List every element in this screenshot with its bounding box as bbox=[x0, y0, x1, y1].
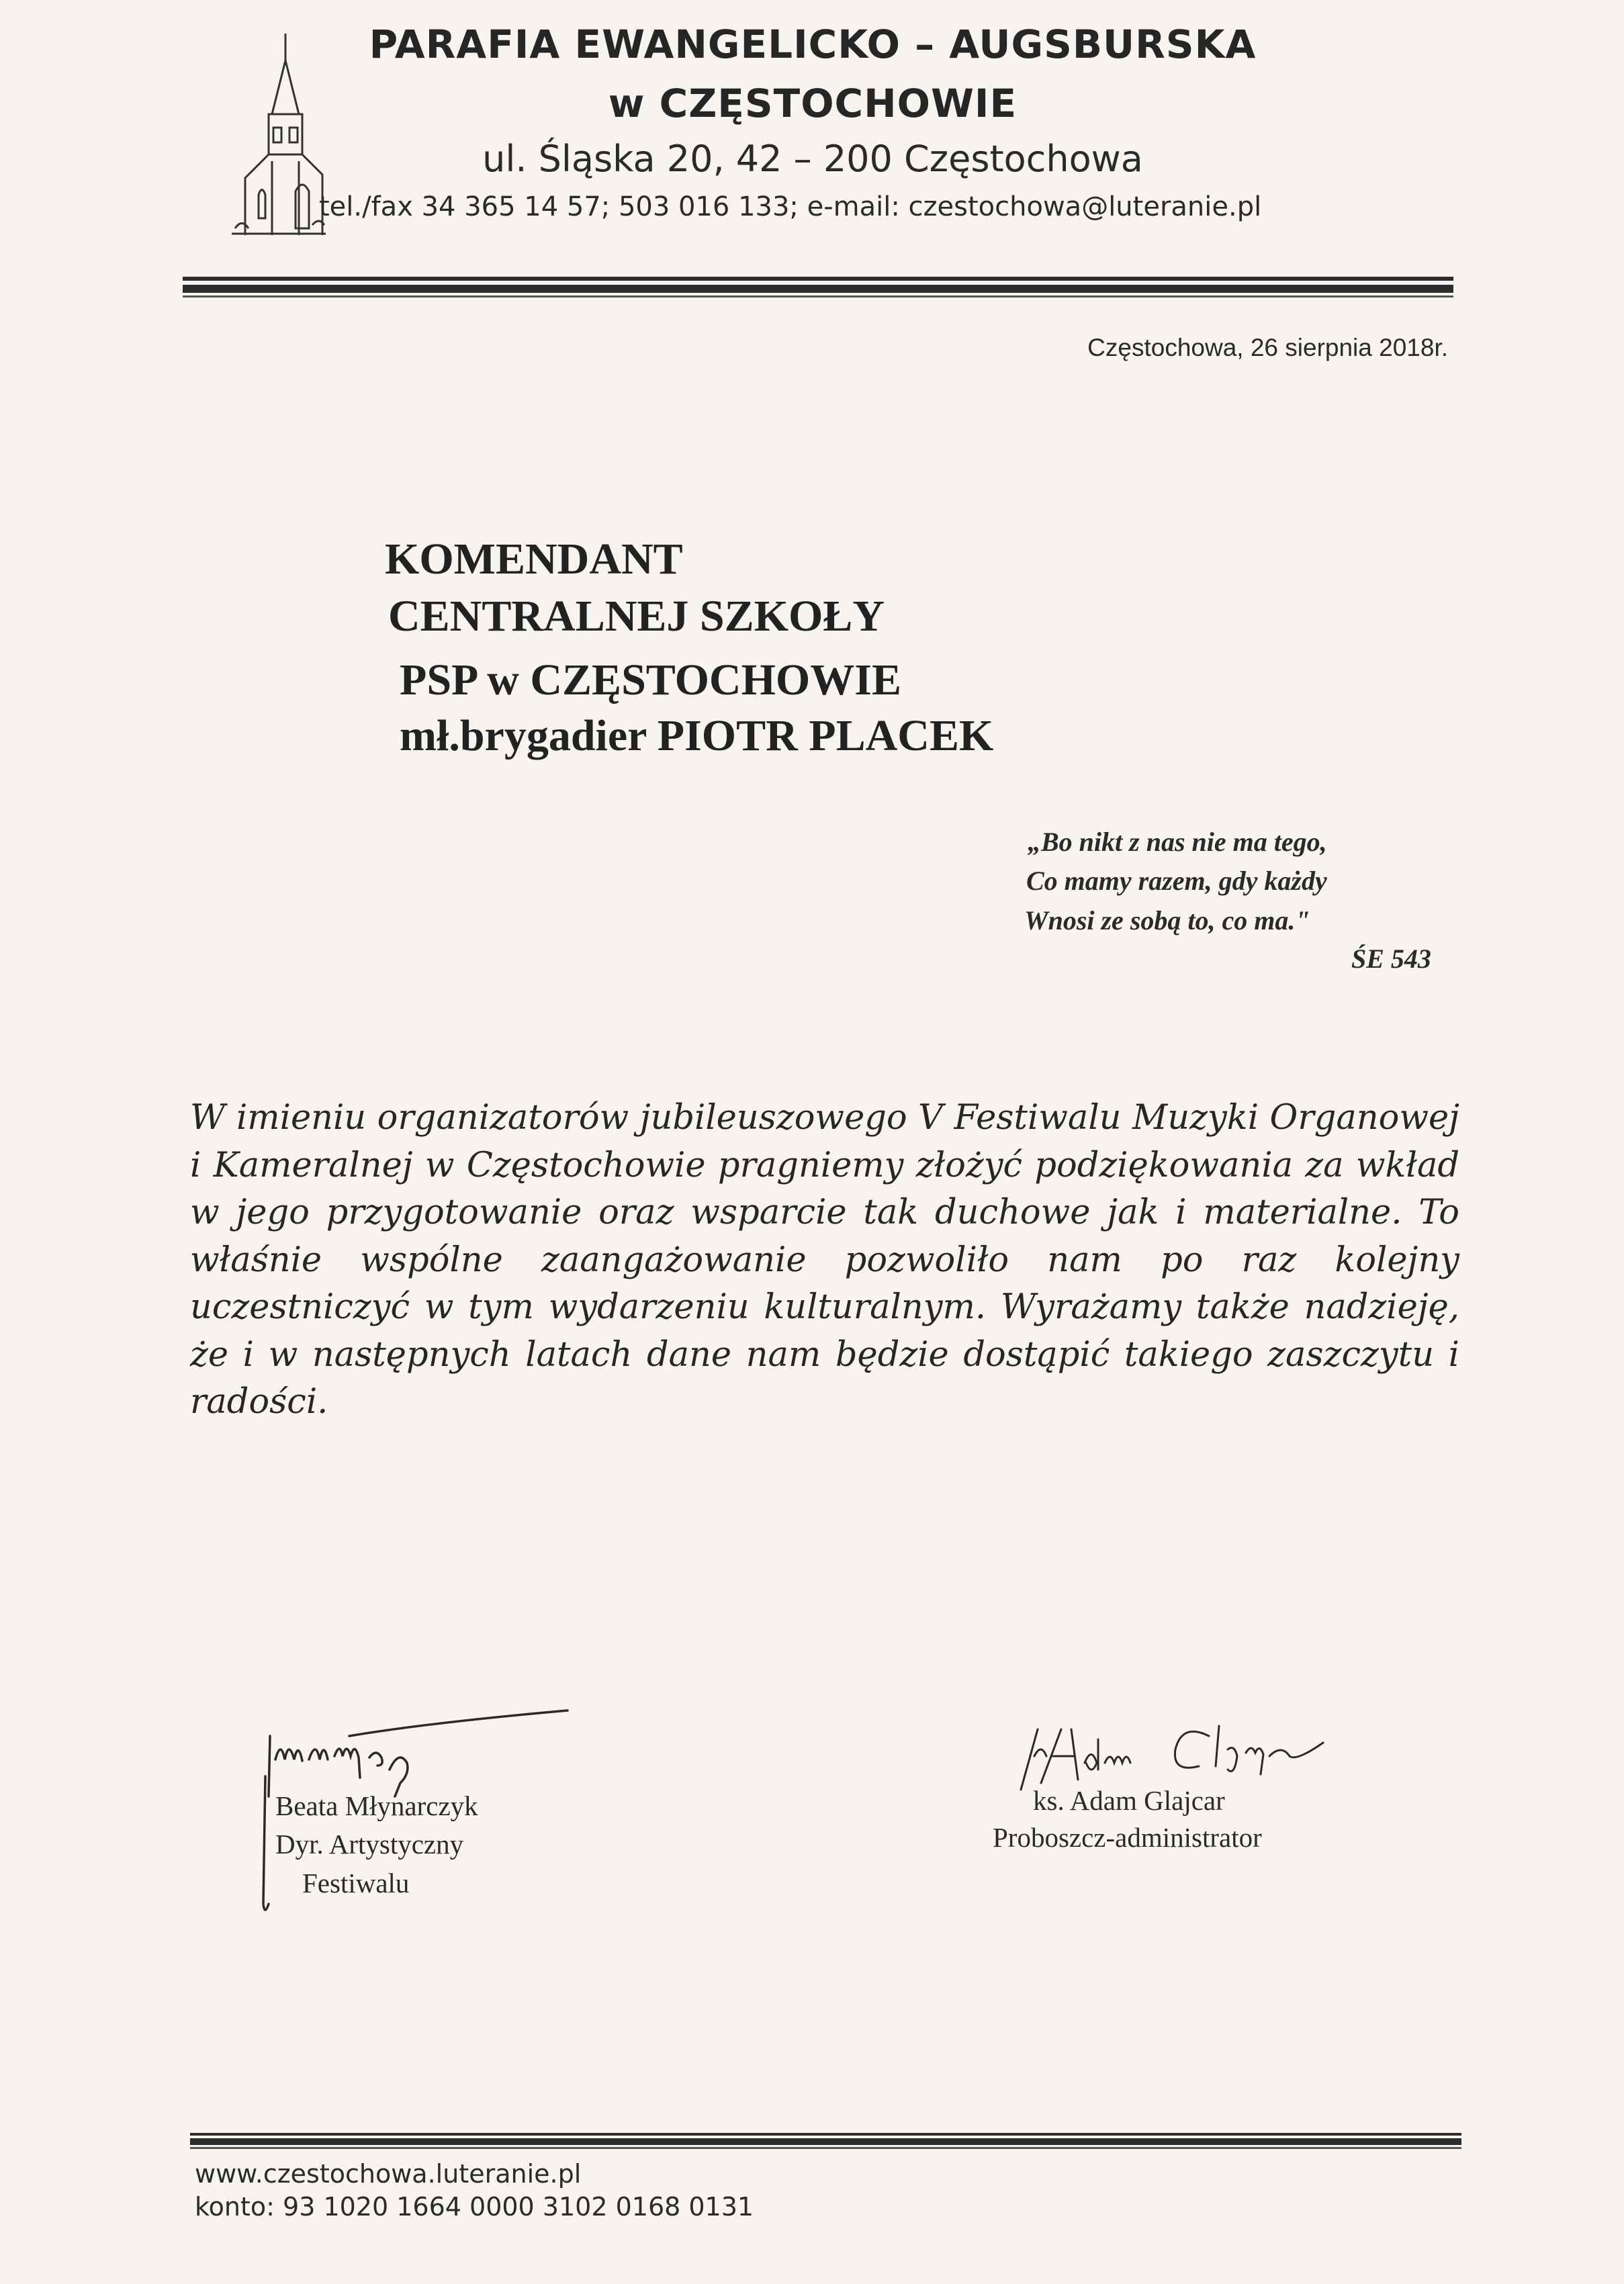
footer-account: konto: 93 1020 1664 0000 3102 0168 0131 bbox=[195, 2192, 754, 2222]
footer-divider-thick bbox=[190, 2138, 1461, 2145]
header-divider bbox=[183, 277, 1453, 281]
quote-line2: Co mamy razem, gdy każdy bbox=[1026, 866, 1327, 896]
signer-right-name: ks. Adam Glajcar bbox=[1033, 1785, 1225, 1816]
footer-divider bbox=[190, 2133, 1461, 2136]
signer-left-role: Dyr. Artystyczny bbox=[275, 1829, 464, 1860]
addressee-line1: KOMENDANT bbox=[385, 535, 683, 584]
org-contact: tel./fax 34 365 14 57; 503 016 133; e-mail: czestochowa@luteranie.pl bbox=[319, 191, 1262, 222]
quote-line3: Wnosi ze sobą to, co ma." bbox=[1024, 905, 1310, 935]
addressee-line2: CENTRALNEJ SZKOŁY bbox=[388, 592, 885, 641]
org-address: ul. Śląska 20, 42 – 200 Częstochowa bbox=[482, 138, 1143, 180]
letter-date: Częstochowa, 26 sierpnia 2018r. bbox=[1087, 334, 1448, 361]
footer-website: www.czestochowa.luteranie.pl bbox=[195, 2159, 582, 2189]
org-name-line1: PARAFIA EWANGELICKO – AUGSBURSKA bbox=[369, 21, 1257, 67]
quote-line1: „Bo nikt z nas nie ma tego, bbox=[1028, 827, 1327, 857]
signer-left-role2: Festiwalu bbox=[302, 1868, 410, 1899]
footer-divider-thin bbox=[190, 2147, 1461, 2149]
header-divider-thick bbox=[183, 285, 1453, 293]
quote-source: ŚE 543 bbox=[1351, 944, 1431, 974]
addressee-line3: PSP w CZĘSTOCHOWIE bbox=[400, 655, 901, 704]
signer-left-name: Beata Młynarczyk bbox=[275, 1790, 478, 1821]
addressee-line4: mł.brygadier PIOTR PLACEK bbox=[400, 711, 994, 760]
letter-body: W imieniu organizatorów jubileuszowego V Festiwalu Muzyki Organowej i Kameralnej w Częstochowie pragniemy złożyć podziękowania za wkład w jego przygotowanie oraz wsparcie tak duchowe jak i materialne. To właśnie wspólne zaangażowanie pozwoliło nam po raz kolejny uczestniczyć w tym wydarzeniu kulturalnym. Wyrażamy także nadzieję, że i w następnych latach dane nam będzie dostąpić takiego zaszczytu i radości. bbox=[190, 1098, 1459, 1422]
org-name-line2: w CZĘSTOCHOWIE bbox=[608, 81, 1018, 126]
header-divider-thin bbox=[183, 295, 1453, 298]
signer-right-role: Proboszcz-administrator bbox=[993, 1822, 1262, 1853]
